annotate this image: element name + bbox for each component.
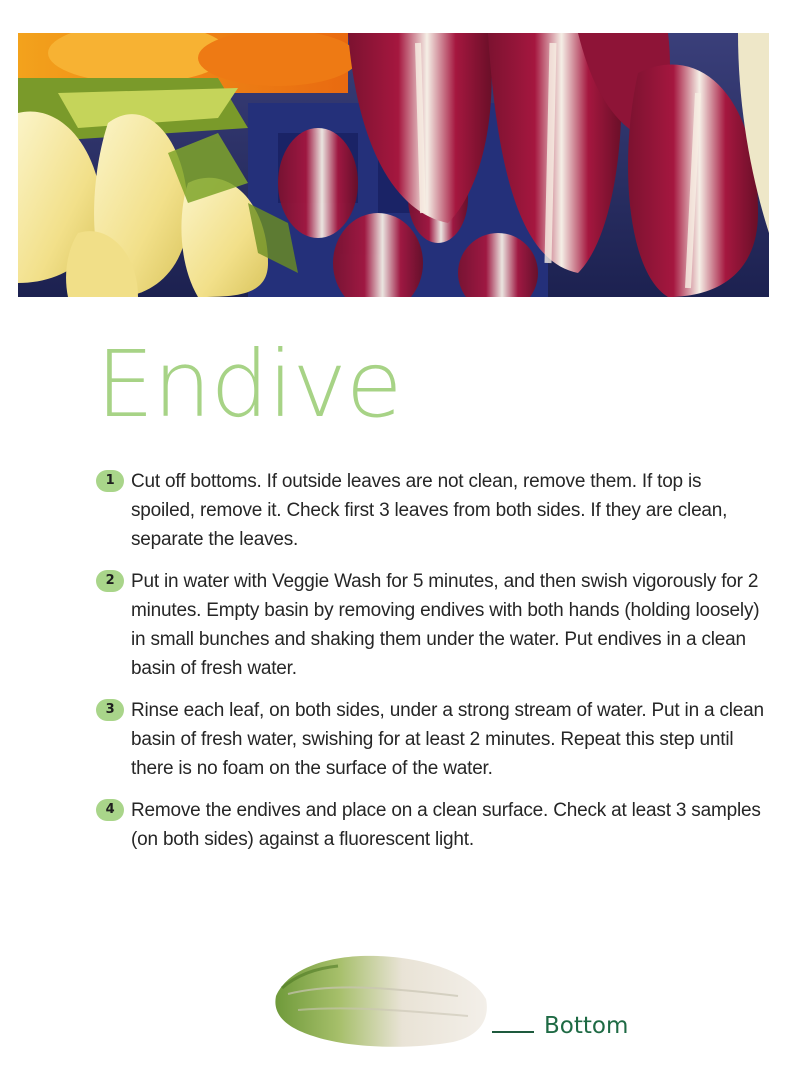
step-item xyxy=(96,696,768,783)
step-number-badge: 4 xyxy=(96,799,124,821)
step-item xyxy=(96,467,768,554)
step-text: Cut off bottoms. If outside leaves are not clean, remove them. If top is spoiled, remove it. Check first 3 leaves from both sides. If they are clean, separate the leaves. xyxy=(131,471,728,550)
step-number-badge: 1 xyxy=(96,470,124,492)
step-text: Remove the endives and place on a clean surface. Check at least 3 samples (on both sides) against a fluorescent light. xyxy=(131,800,761,850)
step-text: Rinse each leaf, on both sides, under a strong stream of water. Put in a clean basin of fresh water, swishing for at least 2 minutes. Repeat this step until there is no foam on the surface of the water. xyxy=(131,700,764,779)
bottom-label: Bottom xyxy=(544,1013,629,1039)
step-text: Put in water with Veggie Wash for 5 minutes, and then swish vigorously for 2 minutes. Empty basin by removing endives with both hands (holding loosely) in small bunches and shaking them under the water. Put endives in a clean basin of fresh water. xyxy=(131,571,760,679)
endive-illustration xyxy=(268,944,500,1054)
endive-icon xyxy=(268,944,500,1054)
page-title: Endive xyxy=(96,331,402,438)
hero-photo xyxy=(18,33,769,297)
step-item xyxy=(96,567,768,683)
endive-market-illustration xyxy=(18,33,769,297)
step-number-badge: 3 xyxy=(96,699,124,721)
step-number-badge: 2 xyxy=(96,570,124,592)
instruction-steps xyxy=(96,467,768,867)
step-item xyxy=(96,796,768,854)
bottom-pointer-line xyxy=(492,1031,534,1033)
